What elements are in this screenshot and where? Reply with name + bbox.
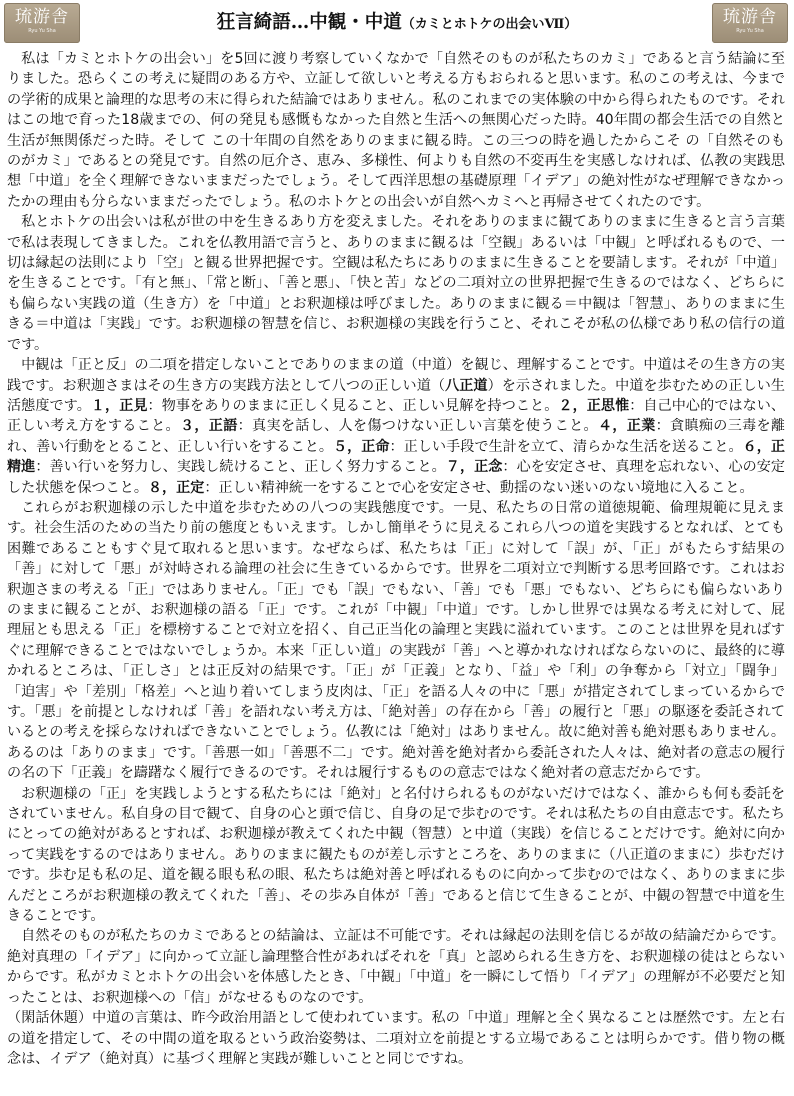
title-subtitle: （カミとホトケの出会いⅦ） [401,17,578,32]
logo-text: 琉游舎 [15,7,69,27]
paragraph: 私は「カミとホトケの出会い」を5回に渡り考察していくなかで「自然そのものが私たちのカミ」であると言う結論に至りました。恐らくこの考えに疑問のある方や、立証して欲しいと考える方もおられると思います。私のこの考えは、今までの学術的成果と論理的な思考の末に得られた結論ではありません。私のこれまでの実体験の中から得られたものです。それはこの地で育った18歳までの、何の発見も感慨もなかった自然と生活への無関心だった時。40年間の都会生活での自然と生活が無関係だった時。そして この十年間の自然をありのままに観る時。この三つの時を過したからこそ の「自然そのものがカミ」であるとの発見です。自然の厄介さ、恵み、多様性、何よりも自然の不変再生を実感しなければ、仏教の実践思想「中道」を全く理解できないままだったでしょう。そして西洋思想の基礎原理「イデア」の絶対性がなぜ理解できなかったかの理由も分らないままだったでしょう。私のホトケとの出会いが自然へカミへと再帰させてくれたのです。 [7,51,785,210]
paragraph: これらがお釈迦様の示した中道を歩むための八つの実践態度です。一見、私たちの日常の道徳規範、倫理規範に見えます。社会生活のための当たり前の態度ともいえます。しかし簡単そうに見えるこれら八つの道を実践するとなれば、とても困難であることもすぐ見て取れると思います。なぜならば、私たちは「正」に対して「誤」が、「正」がもたらす結果の「善」に対して「悪」が対峙される論理の社会に生きているからです。世界を二項対立で判断する思考回路です。これはお釈迦さまの考える「正」ではありません。「正」でも「誤」でもない、「善」でも「悪」でもない、どちらにも偏らないありのままに観ることが、お釈迦様の語る「正」です。これが「中観」「中道」です。しかし世界では異なる考えに対して、屁理屈とも思える「正」を標榜することで対立を招く、自己正当化の論理と実践に溢れています。このことは世界を見ればすぐに理解できることではないでしょうか。本来「正しい道」の実践が「善」へと導かれなければならないのに、最終的に導かれるところは、「正しさ」とは正反対の結果です。「正」が「正義」となり、「益」や「利」の争奪から「対立」「闘争」「迫害」や「差別」「格差」へと辿り着いてしまう皮肉は、「正」を語る人々の中に「悪」が措定されてしまっているからです。「悪」を前提としなければ「善」を語れない考え方は、「絶対善」の存在から「善」の履行と「悪」の駆逐を委託されているとの考えを採らなければできないことでしょう。仏教には「絶対」はありません。故に絶対善も絶対悪もありません。あるのは「ありのまま」です。「善悪一如」「善悪不二」です。絶対善を絶対者から委託された人々は、絶対者の意志の履行の名の下「正義」を躊躇なく履行できるのです。それは履行するものの意志ではなく絶対者の意志だからです。 [7,499,785,782]
logo-subtext: Ryu Yu Sha [736,28,764,34]
paragraph: 中観は「正と反」の二項を措定しないことでありのままの道（中道）を観じ、理解することです。中道はその生き方の実践です。お釈迦さまはその生き方の実践方法として八つの正しい道（八正道）を示されました。中道を歩むための正しい生活態度です。１，正見：物事をありのままに正しく見ること、正しい見解を持つこと。２，正思惟：自己中心的ではない、正しい考え方をすること。３，正語：真実を話し、人を傷つけない正しい言葉を使うこと。４，正業：貪瞋痴の三毒を離れ、善い行動をとること、正しい行いをすること。５，正命：正しい手段で生計を立て、清らかな生活を送ること。６，正精進：善い行いを努力し、実践し続けること、正しく努力すること。７，正念：心を安定させ、真理を忘れない、心の安定した状態を保つこと。８，正定：正しい精神統一をすることで心を安定させ、動揺のない迷いのない境地に入ること。 [7,357,786,496]
logo-left [4,3,80,43]
article-body [7,49,785,1069]
logo-right [712,3,788,43]
paragraph: お釈迦様の「正」を実践しようとする私たちには「絶対」と名付けられるものがないだけではなく、誰からも何も委託をされていません。私自身の目で観て、自身の心と頭で信じ、自身の足で歩むのです。それは私たちの自由意志です。私たちにとっての絶対があるとすれば、お釈迦様が教えてくれた中観（智慧）と中道（実践）を信じることだけです。絶対に向かって実践をするのではありません。ありのままに観たものが差し示すところを、ありのままに（八正道のままに）歩むだけです。歩む足も私の足、道を観る眼も私の眼、私たちは絶対善と呼ばれるものに向かって歩むのではなく、ありのままに歩んだところがお釈迦様の教えてくれた「善」、その歩み自体が「善」であると信じて生きることが、中観の智慧で中道を生きることです。 [7,785,785,925]
page-title [150,11,644,37]
logo-text: 琉游舎 [723,7,777,27]
paragraph: 自然そのものが私たちのカミであるとの結論は、立証は不可能です。それは縁起の法則を信じるが故の結論だからです。絶対真理の「イデア」に向かって立証し論理整合性があればそれを「真」と認められる生き方を、お釈迦様の徒はとらないからです。私がカミとホトケの出会いを体感したとき、「中観」「中道」を一瞬にして悟り「イデア」の理解が不必要だと知ったことは、お釈迦様への「信」がなせるものなのです。 [7,928,785,1006]
title-main: 狂言綺語…中観・中道 [216,12,402,33]
closing-note: （閑話休題）中道の言葉は、昨今政治用語として使われています。私の「中道」理解と全く異なることは歴然です。左と右の道を措定して、その中間の道を取るという政治姿勢は、二項対立を前提とする立場であることは明らかです。借り物の概念は、イデア（絶対真）に基づく理解と実践が難しいことと同じですね。 [7,1010,785,1067]
logo-subtext: Ryu Yu Sha [28,28,56,34]
paragraph: 私とホトケの出会いは私が世の中を生きるあり方を変えました。それをありのままに観てありのままに生きると言う言葉で私は表現してきました。これを仏教用語で言うと、ありのままに観るは「空観」あるいは「中観」と呼ばれるもので、一切は縁起の法則により「空」と観る世界把握です。空観は私たちにありのままに生きることを要請します。それが「中道」を生きることです。「有と無」、「常と断」、「善と悪」、「快と苦」などの二項対立の世界把握で生きるのではなく、どちらにも偏らない実践の道（生き方）を「中道」とお釈迦様は呼びました。ありのままに観る＝中観は「智慧」、ありのままに生きる＝中道は「実践」です。お釈迦様の智慧を信じ、お釈迦様の実践を行うこと、それこそが私の仏様であり私の信行の道です。 [7,214,785,353]
